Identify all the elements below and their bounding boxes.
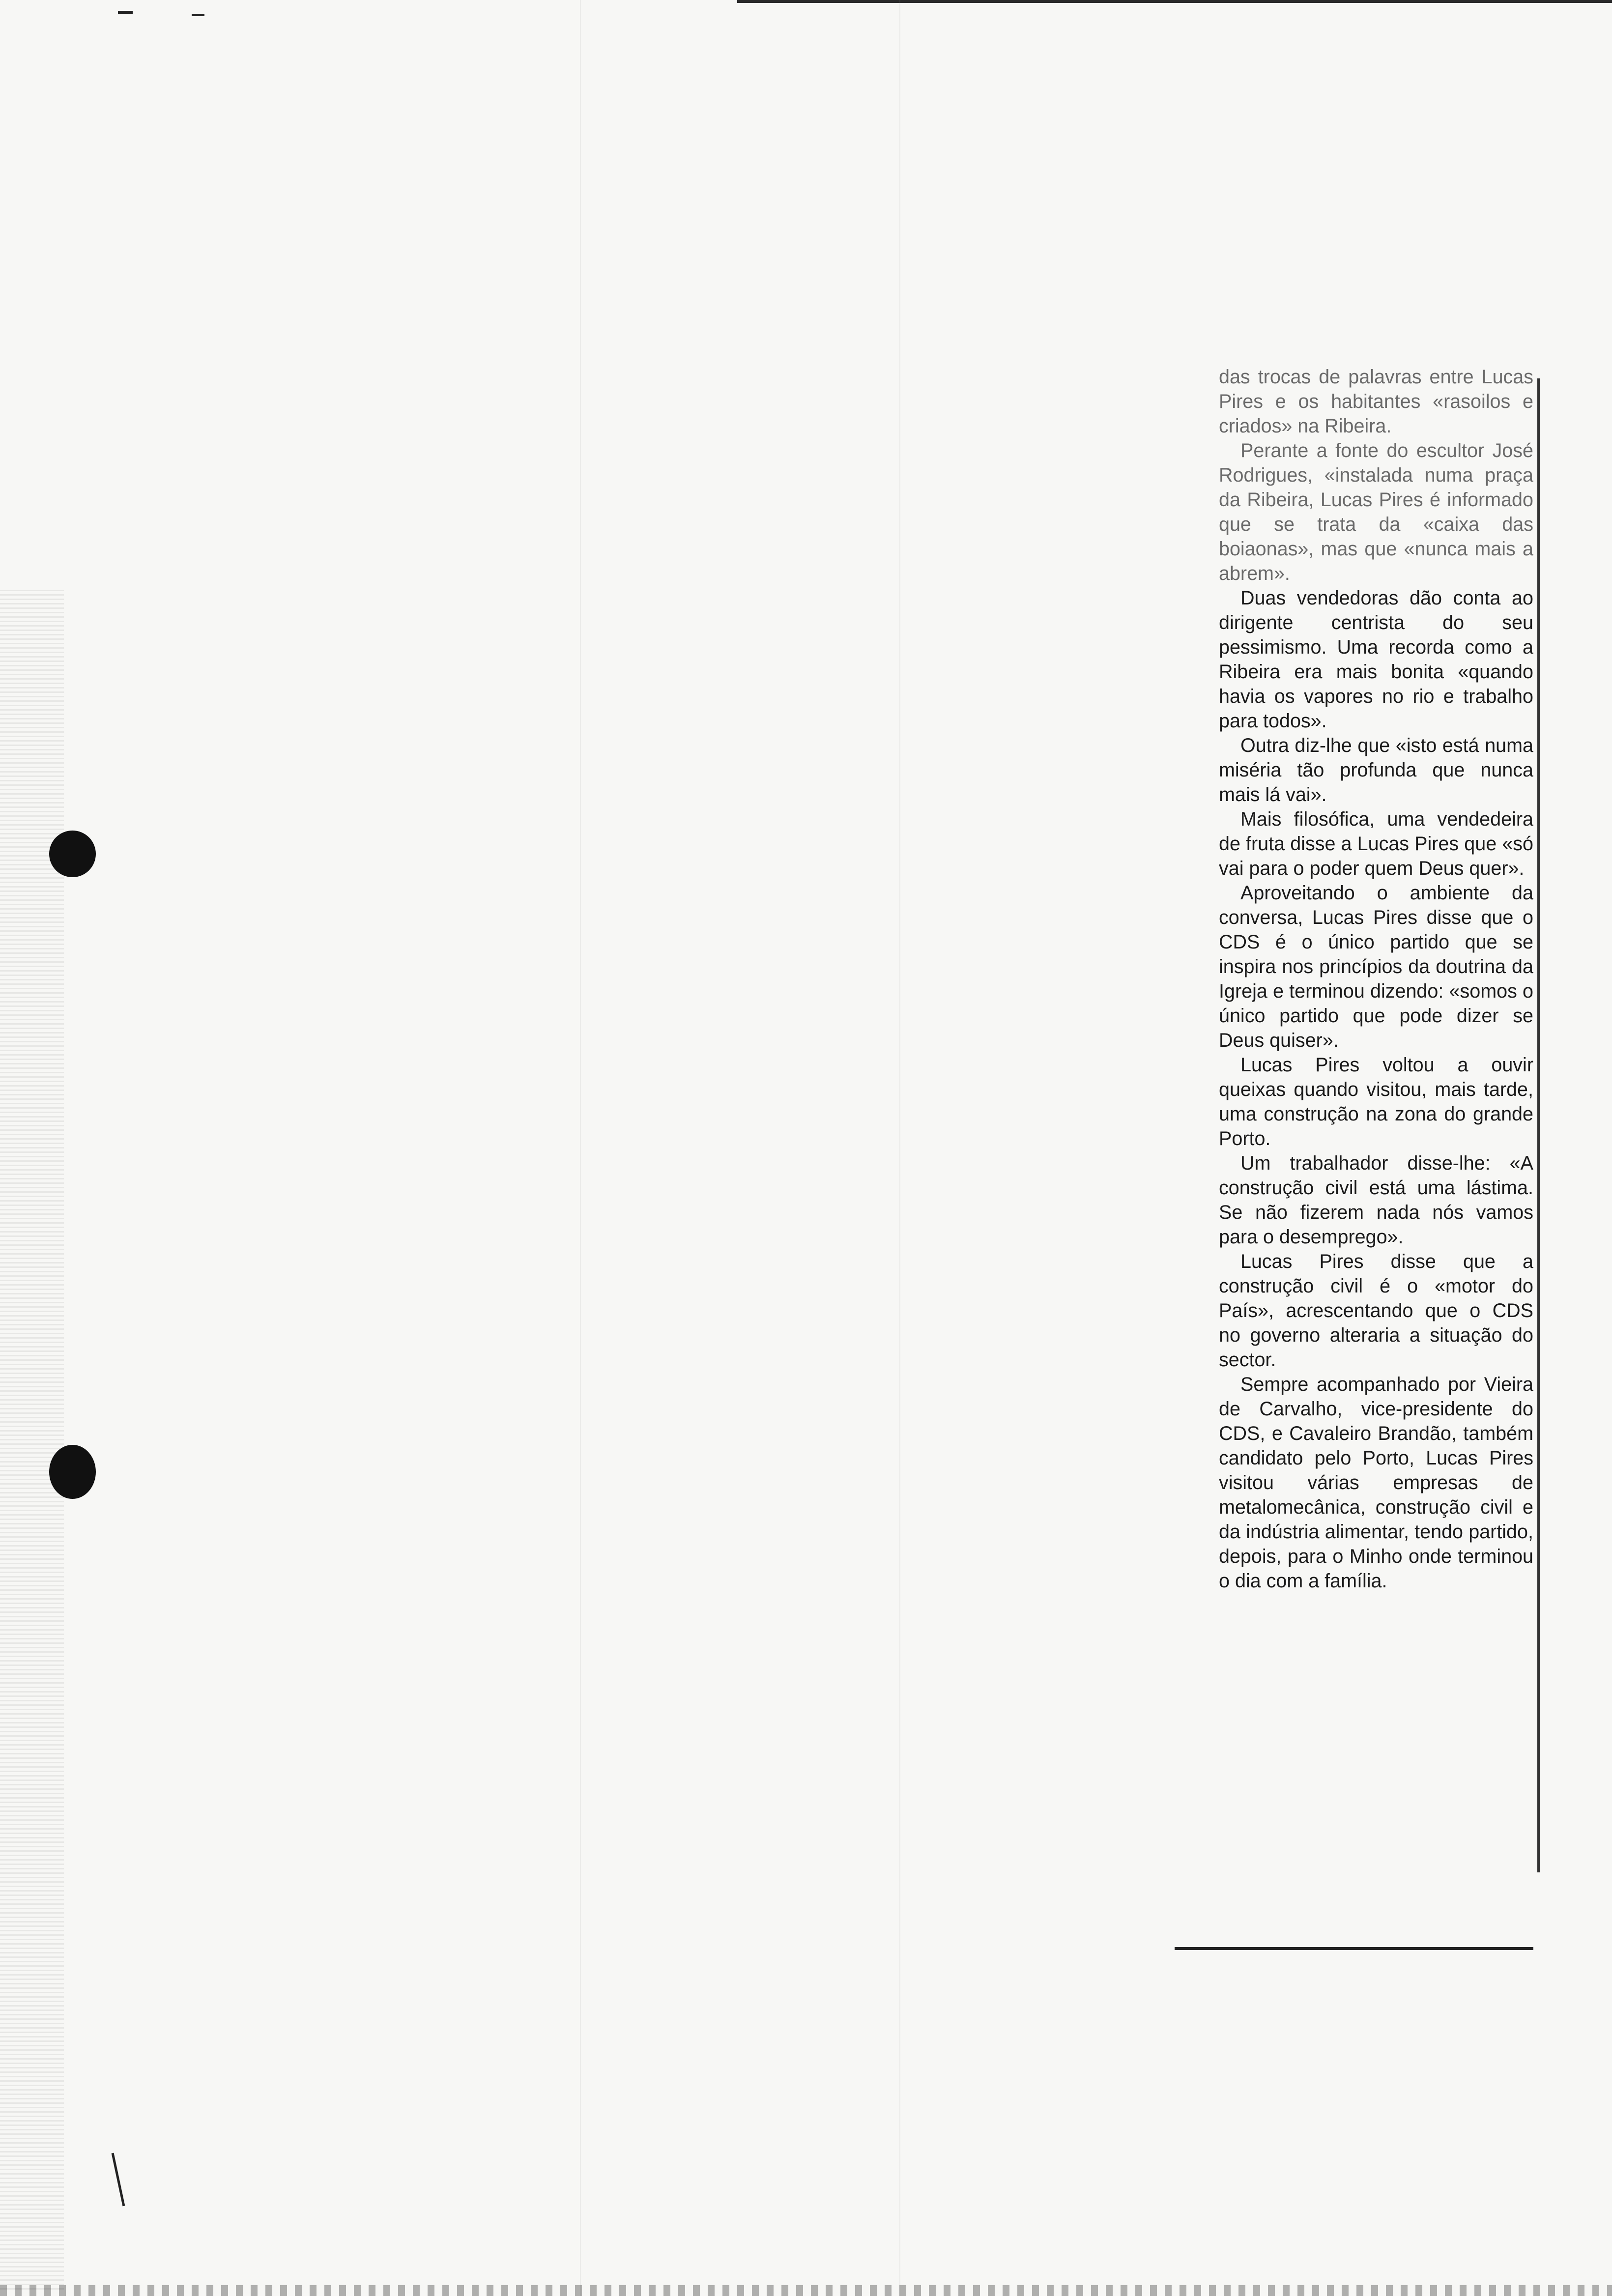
scan-streak (580, 0, 581, 2296)
punch-hole (49, 831, 96, 877)
article-paragraph: das trocas de palavras entre Lucas Pires e os habitantes «rasoilos e criados» na Ribeira. (1219, 366, 1533, 437)
scan-bottom-noise (0, 2285, 1612, 2296)
article-paragraph: Sempre acompanhado por Vieira de Carvalho, vice-presidente do CDS, e Cavaleiro Brandão, também candidato pelo Porto, Lucas Pires visitou várias empresas de metalomecânica, construção civil e da indústria alimentar, tendo partido, depois, para o Minho onde terminou o dia com a família. (1219, 1374, 1533, 1592)
punch-hole (49, 1445, 96, 1499)
article-paragraph: Mais filosófica, uma vendedeira de fruta disse a Lucas Pires que «só vai para o poder quem Deus quer». (1219, 808, 1533, 879)
scan-mark (118, 11, 133, 14)
scan-streak (899, 0, 900, 2296)
article-paragraph: Aproveitando o ambiente da conversa, Lucas Pires disse que o CDS é o único partido que se inspira nos princípios da doutrina da Igreja e terminou dizendo: «somos o único partido que pode dizer se Deus quiser». (1219, 882, 1533, 1051)
article-paragraph: Um trabalhador disse-lhe: «A construção civil está uma lástima. Se não fizerem nada nós vamos para o desemprego». (1219, 1152, 1533, 1248)
article-paragraph: Duas vendedoras dão conta ao dirigente centrista do seu pessimismo. Uma recorda como a Ribeira era mais bonita «quando havia os vapores no rio e trabalho para todos». (1219, 587, 1533, 732)
newspaper-article-column (1219, 365, 1533, 1593)
article-paragraph: Lucas Pires voltou a ouvir queixas quando visitou, mais tarde, uma construção na zona do grande Porto. (1219, 1054, 1533, 1149)
scan-mark (192, 14, 204, 16)
column-rule (1537, 378, 1540, 1872)
scan-mark (112, 2153, 125, 2207)
top-rule (737, 0, 1612, 3)
article-paragraph: Lucas Pires disse que a construção civil é o «motor do País», acrescentando que o CDS no governo alteraria a situação do sector. (1219, 1251, 1533, 1371)
article-end-rule (1175, 1947, 1533, 1950)
article-paragraph: Outra diz-lhe que «isto está numa miséria tão profunda que nunca mais lá vai». (1219, 735, 1533, 805)
article-paragraph: Perante a fonte do escultor José Rodrigues, «instalada numa praça da Ribeira, Lucas Pires é informado que se trata da «caixa das boiaonas», mas que «nunca mais a abrem». (1219, 440, 1533, 584)
